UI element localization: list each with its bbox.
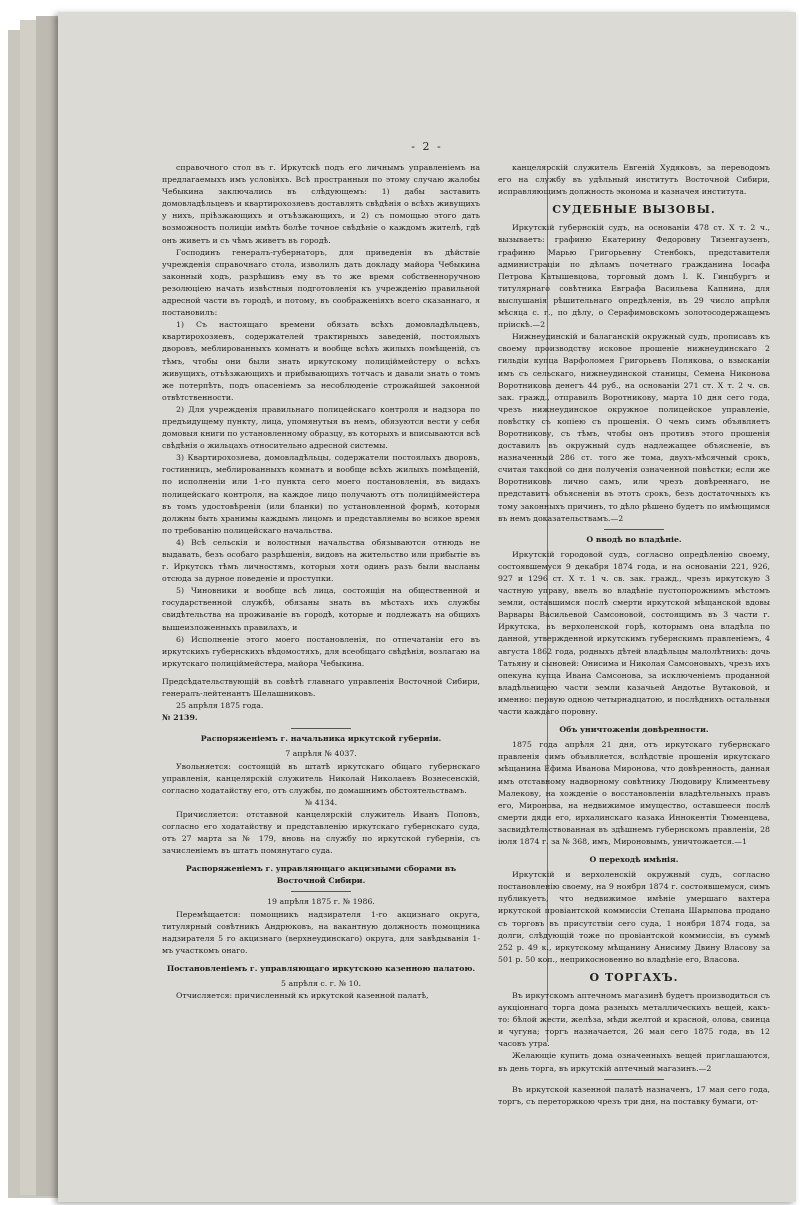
- section-heading: О ТОРГАХЪ.: [589, 970, 679, 984]
- separator-rule: [291, 891, 351, 892]
- paragraph: Перемѣщается: помощникъ надзирателя 1-го акцизнаго округа, титулярный совѣтникъ Андрюковъ, на вакантную должность помощника надзирателя 5 го акцизнаго (верхнеудинскаго) округа, для завѣдыванія 1-мъ участкомъ онаго.: [162, 909, 480, 955]
- signature: Предсѣдательствующій въ совѣтѣ главнаго управленія Восточной Сибири, генералъ-лейтенантъ Шелашниковъ.: [162, 676, 480, 699]
- section-heading: СУДЕБНЫЕ ВЫЗОВЫ.: [552, 203, 716, 217]
- date: 25 апрѣля 1875 года.: [176, 701, 264, 711]
- separator-rule: [604, 529, 664, 530]
- order-number: № 4134.: [304, 797, 338, 807]
- paragraph: канцелярскій служитель Евгеній Худяковъ, за переводомъ его на службу въ удѣльный институтъ Восточной Сибири, исправляющимъ должность эконома и казначея института.: [498, 163, 770, 197]
- separator-rule: [604, 1079, 664, 1080]
- order-date: 5 апрѣля с. г. № 10.: [281, 979, 361, 988]
- page-number: - 2 -: [411, 140, 443, 153]
- paragraph: Увольняется: состоящій въ штатѣ иркутскаго общаго губернскаго управленія, канцелярскій служитель Николай Николаевъ Вознесенскій, согласно ходатайству его, отъ службы, по домашнимъ обстоятельствамъ.: [162, 761, 480, 795]
- section-heading: Распоряженіемъ г. начальника иркутской губерніи.: [200, 734, 442, 744]
- paragraph: 2) Для учрежденія правильнаго полицейскаго контроля и надзора по предъидущему пункту, лица, упомянутыя въ немъ, обязуются вести у себя домовыя книги по установленному образцу, въ которыхъ и вписываются всѣ свѣдѣнія о жильцахъ относительно адресной системы.: [162, 404, 480, 451]
- paragraph: Нижнеудинскій и балаганскій окружный судъ, прописавъ къ своему производству исковое прошеніе нижнеудинскаго 2 гильдіи купца Варфоломея Григорьевъ Полякова, о взысканіи имъ съ сельскаго, нижнеудинской станицы, Семена Никонова Воротникова денегъ 44 руб., на основаніи 271 ст. X т. 2 ч. св. зак. гражд., отправилъ Воротникову, марта 10 дня сего года, чрезъ нижнеудинское окружное полицейское управленіе, повѣстку съ копіею съ прошенія. О чемъ симъ объявляетъ Воротникову, съ тѣмъ, чтобы онъ противъ этого прошенія доставилъ въ окружный судъ надлежащее объясненіе, въ назначенный 286 ст. того же тома, двухъ-мѣсячный срокъ, считая таковой со дня полученія означенной повѣстки; если же Воротниковъ лично самъ, или чрезъ довѣреннаго, не представитъ объясненія въ этотъ срокъ, безъ достаточныхъ къ тому законныхъ причинъ, то дѣло рѣшено будетъ по имѣющимся въ немъ доказательствамъ.—2: [498, 332, 770, 523]
- paragraph: Отчисляется: причисленный къ иркутской казенной палатѣ,: [176, 991, 429, 1001]
- section-heading: Постановленіемъ г. управляющаго иркутскою казенною палатою.: [166, 963, 476, 973]
- section-heading: О переходѣ имѣнія.: [589, 855, 679, 865]
- paragraph: Иркутскій и верхоленскій окружный судъ, согласно постановленію своему, на 9 ноября 1874 г. состоявшемуся, симъ публикуетъ, что недвижимое имѣніе умершаго вахтера иркутской провіантской коммиссіи Степана Шарыпова продано съ торговъ въ присутствіи сего суда, 1 ноября 1874 года, за долги, слѣдующій тоже по провіантской коммиссіи, въ суммѣ 252 р. 49 к., иркутскому мѣщанину Анисиму Двину Власову за 501 р. 50 коп., неприкосновенно во владѣніе его, Власова.: [498, 870, 770, 964]
- section-heading: Объ уничтоженіи довѣренности.: [559, 725, 709, 735]
- paragraph: 3) Квартирохозяева, домовладѣльцы, содержатели постоялыхъ дворовъ, гостинницъ, меблированныхъ комнатъ и вообще всѣхъ жилыхъ помѣщеній, по исполненіи или 1-го пункта сего моего постановленія, въ видахъ полицейскаго контроля, на каждое лицо получаютъ отъ полиціймейстера въ томъ удостовѣренія (или бланки) по установленной формѣ, которыя должны быть хранимы каждымъ лицомъ и представляемы во всякое время по требованію полицейскаго начальства.: [162, 453, 480, 535]
- paragraph: 1875 года апрѣля 21 дня, отъ иркутскаго губернскаго правленія симъ объявляется, вслѣдствіе прошенія иркутскаго мѣщанина Ефима Иванова Миронова, что довѣренность, данная имъ отставному надворному совѣтнику Людовиру Климентьеву Малекову, на хожденіе о восстановленіи владѣтельныхъ правъ его, Миронова, на недвижимое имущество, оставшееся послѣ смерти дяди его, ирхалинскаго казака Иннокентія Тюменцева, засвидѣтельствованная въ здѣшнемъ губернскомъ правленіи, 28 іюля 1874 г. за № 368, имъ, Мироновымъ, уничтожается.—1: [498, 740, 770, 846]
- paragraph: Желающіе купить дома означенныхъ вещей приглашаются, въ день торга, въ иркутскій аптечный магазинъ.—2: [498, 1051, 770, 1073]
- paragraph: Въ иркутскомъ аптечномъ магазинѣ будетъ производиться съ аукціоннаго торга дома разныхъ металлическихъ вещей, какъ-то: бѣлой жести, желѣза, мѣди желтой и красной, олова, свинца и чугуна; торгъ назначается, 26 мая сего 1875 года, въ 12 часовъ утра.: [498, 991, 770, 1049]
- paragraph: 4) Всѣ сельскія и волостныя начальства обязываются отнюдь не выдавать, безъ особаго разрѣшенія, видовъ на жительство или прибытіе въ г. Иркутскъ тѣмъ личностямъ, которыя хотя одинъ разъ были высланы отсюда за дурное поведеніе и проступки.: [162, 537, 480, 584]
- paragraph: Въ иркутской казенной палатѣ назначенъ, 17 мая сего года, торгъ, съ переторжкою чрезъ три дня, на поставку бумаги, от-: [498, 1084, 770, 1106]
- section-heading: О вводѣ во владѣніе.: [586, 534, 682, 544]
- paragraph: Причисляется: отставной канцелярскій служитель Иванъ Поповъ, согласно его ходатайству и представленію иркутскаго губернскаго суда, отъ 27 марта за № 179, вновь на службу по иркутской губерніи, съ зачисленіемъ въ штатъ помянутаго суда.: [162, 809, 480, 856]
- left-column: [162, 162, 480, 1002]
- paragraph: 5) Чиновники и вообще всѣ лица, состоящія на общественной и государственной службѣ, обязаны знать въ мѣстахъ ихъ службы свидѣтельства на проживаніе въ городѣ, которые и подлежатъ на общихъ вышеизложенныхъ правилахъ, и: [162, 586, 480, 632]
- paragraph: Господинъ генералъ-губернаторъ, для приведенія въ дѣйствіе учрежденія справочнаго стола, изволилъ дать докладу майора Чебыкина законный ходъ, разрѣшивъ ему въ то же время собственноручною резолюціею начать извѣстныя подготовленія къ учрежденію правильной адресной части въ городѣ, и потому, въ соображеніяхъ всего сказаннаго, я постановилъ:: [162, 247, 480, 318]
- order-number: № 2139.: [162, 713, 198, 723]
- order-date: 19 апрѣля 1875 г. № 1986.: [267, 897, 375, 907]
- section-heading: Распоряженіемъ г. управляющаго акцизными сборами въ Восточной Сибири.: [185, 864, 457, 886]
- paragraph: 1) Съ настоящаго времени обязать всѣхъ домовладѣльцевъ, квартирохозяевъ, содержателей трактирныхъ заведеній, постоялыхъ дворовъ, меблированныхъ комнатъ и вообще всѣхъ жилыхъ помѣщеній, съ тѣмъ, чтобы они были знать иркутскому полиціймейстеру о всѣхъ живущихъ, отъѣзжающихъ и прибывающихъ тотчасъ и давали знать о томъ же потерпѣть, подъ опасеніемъ за несоблюденіе строжайшей законной отвѣтственности.: [162, 320, 480, 402]
- order-date: 7 апрѣля № 4037.: [285, 749, 357, 759]
- separator-rule: [291, 728, 351, 729]
- paragraph: 6) Исполненіе этого моего постановленія, по отпечатаніи его въ иркутскихъ губернскихъ вѣдомостяхъ, для всеобщаго свѣдѣнія, возлагаю на иркутскаго полиціймейстера, майора Чебыкина.: [162, 634, 480, 668]
- paragraph: Иркутскій городовой судъ, согласно опредѣленію своему, состоявшемуся 9 декабря 1874 года, и на основаніи 221, 926, 927 и 1296 ст. X т. 1 ч. св. зак. гражд., чрезъ иркутскую 3 частную управу, ввелъ во владѣніе пустопорожнимъ мѣстомъ земли, оставшимся послѣ смерти иркутской мѣщанской вдовы Варвары Васильевой Самсоновой, состоящимъ въ 3 части г. Иркутска, въ верхоленской горѣ, которымъ она владѣла по данной, утвержденной иркутскимъ губернскимъ правленіемъ, 4 августа 1862 года, родныхъ дѣтей владѣльцы малолѣтнихъ: дочь Татьяну и сыновей: Онисима и Николая Самсоновыхъ, чрезъ ихъ опекуна купца Ивана Самсонова, за исключеніемъ проданной владѣльницею части земли казачьей Андотье Вутаковой, и именно: первую одною четырнадцатою, и послѣднихъ остальныя части каждаго поровну.: [498, 549, 770, 717]
- right-column: [498, 162, 770, 1108]
- paragraph: справочного стол въ г. Иркутскѣ подъ его личнымъ управленіемъ на предлагаемыхъ имъ условіяхъ. Всѣ пространныя по этому случаю жалобы Чебыкина заключались въ слѣдующемъ: 1) дабы заставить домовладѣльцевъ и квартирохозяевъ доставлять свѣдѣнія о всѣхъ живущихъ у нихъ, пріѣзжающихъ и отъѣзжающихъ, и 2) съ помощью этого дать возможность полиціи имѣть болѣе точное свѣдѣніе о каждомъ жителѣ, гдѣ онъ живетъ и съ чѣмъ живетъ въ городѣ.: [162, 163, 480, 245]
- paragraph: Иркутскій губернскій судъ, на основаніи 478 ст. X т. 2 ч., вызываетъ: графиню Екатерину Федоровну Тизенгаузенъ, графиню Марью Григорьевну Стенбокъ, представителя администраціи по дѣламъ почетнаго гражданина Іосафа Петрова Катышевцова, торговый домъ I. К. Гинцбургъ и титулярнаго совѣтника Евграфа Васильева Капнина, для выслушанія рѣшительнаго опредѣленія, въ 29 число апрѣля мѣсяца с. г., по дѣлу, о Серафимовскомъ золотосодержащемъ пріискѣ.—2: [498, 223, 770, 330]
